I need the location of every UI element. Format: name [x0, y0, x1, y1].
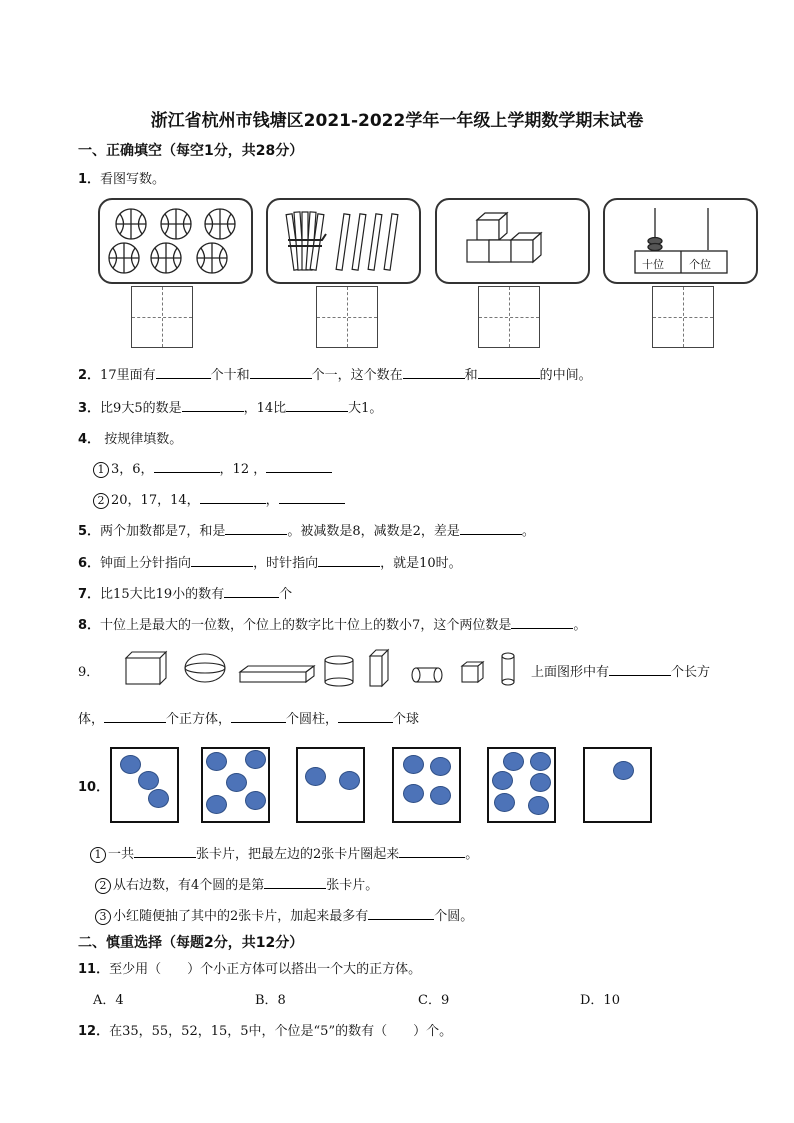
answer-blank[interactable]: [182, 399, 244, 412]
picture-cubes: [435, 198, 590, 284]
question-number: 7．: [78, 587, 101, 602]
answer-blank[interactable]: [511, 616, 573, 629]
answer-blank[interactable]: [156, 366, 211, 379]
question-7: [78, 583, 292, 602]
answer-blank[interactable]: [266, 460, 332, 473]
question-8: [78, 614, 586, 633]
question-text: 个圆柱，: [286, 712, 339, 727]
solid-shapes-icon: [118, 646, 528, 690]
question-1: [78, 168, 165, 187]
question-text: 从右边数，有4个圆的是第: [113, 878, 265, 893]
dot: [403, 755, 424, 774]
question-text: 。被减数是8，减数是2，差是: [287, 524, 460, 539]
question-number: 3．: [78, 401, 101, 416]
option-c[interactable]: C．9: [418, 993, 450, 1008]
answer-blank[interactable]: [225, 522, 287, 535]
dot: [528, 796, 549, 815]
option-d[interactable]: D．10: [580, 993, 620, 1008]
sequence-text: ，: [265, 493, 279, 508]
question-text: 至少用（ ）个小正方体可以搭出一个大的正方体。: [109, 962, 422, 977]
dot: [120, 755, 141, 774]
abacus-icon: [605, 200, 756, 282]
circled-number: 1: [93, 462, 109, 478]
question-text: 十位上是最大的一位数，个位上的数字比十位上的数小7，这个两位数是: [100, 618, 512, 633]
answer-blank[interactable]: [338, 710, 393, 723]
question-number: 6．: [78, 556, 101, 571]
answer-blank[interactable]: [191, 554, 253, 567]
picture-abacus: [603, 198, 758, 284]
answer-blank[interactable]: [460, 522, 522, 535]
sequence-text: 20，17，14，: [111, 493, 200, 508]
answer-blank[interactable]: [368, 907, 434, 920]
answer-blank[interactable]: [224, 585, 279, 598]
basketball-group-icon: [100, 200, 251, 282]
question-6: [78, 552, 462, 571]
answer-grid[interactable]: [652, 286, 714, 348]
question-text: 和: [464, 368, 478, 383]
answer-blank[interactable]: [399, 845, 465, 858]
answer-blank[interactable]: [231, 710, 286, 723]
question-text: 比15大比19小的数有: [100, 587, 225, 602]
question-11: [78, 958, 421, 977]
dot: [403, 784, 424, 803]
answer-blank[interactable]: [134, 845, 196, 858]
question-text: 比9大5的数是: [100, 401, 182, 416]
dot-card: [392, 747, 461, 823]
question-4-sequence-1: [93, 458, 332, 478]
question-text: 个十和: [210, 368, 250, 383]
question-number: 5．: [78, 524, 101, 539]
dot: [613, 761, 634, 780]
question-9-line-2: [78, 708, 419, 727]
question-text: 。: [573, 618, 587, 633]
abacus-tens-label: 十位: [642, 258, 664, 271]
dot: [503, 752, 524, 771]
page-title: 浙江省杭州市钱塘区2021-2022学年一年级上学期数学期末试卷: [150, 111, 644, 131]
question-text: 钟面上分针指向: [100, 556, 192, 571]
question-12: [78, 1020, 452, 1039]
answer-blank[interactable]: [200, 491, 266, 504]
answer-blank[interactable]: [104, 710, 166, 723]
question-number: 1．: [78, 172, 101, 187]
question-text: 看图写数。: [100, 172, 166, 187]
section-2-heading: 二、慎重选择（每题2分，共12分）: [78, 935, 304, 951]
question-text: 个一，这个数在: [311, 368, 403, 383]
question-text: 小红随便抽了其中的2张卡片，加起来最多有: [113, 909, 369, 924]
question-10-number: 10．: [78, 780, 110, 795]
question-text: 个: [279, 587, 293, 602]
dot: [492, 771, 513, 790]
question-9-number: 9．: [78, 665, 100, 680]
stick-bundle-icon: [268, 200, 419, 282]
question-number: 8．: [78, 618, 101, 633]
question-text: 张卡片。: [326, 878, 379, 893]
answer-grid[interactable]: [478, 286, 540, 348]
question-text: 。: [465, 847, 479, 862]
question-5: [78, 520, 535, 539]
question-4-sequence-2: [93, 489, 345, 509]
question-text: 个长方: [671, 665, 711, 680]
answer-blank[interactable]: [286, 399, 348, 412]
question-text: ，时针指向: [253, 556, 319, 571]
dot: [494, 793, 515, 812]
question-text: 上面图形中有: [531, 665, 610, 680]
dot: [226, 773, 247, 792]
dot-card: [110, 747, 179, 823]
question-text: 按规律填数。: [104, 432, 183, 447]
option-b[interactable]: B．8: [255, 993, 286, 1008]
section-1-heading: 一、正确填空（每空1分，共28分）: [78, 143, 304, 159]
question-text: 的中间。: [539, 368, 592, 383]
dot: [430, 757, 451, 776]
sequence-text: 3，6，: [111, 462, 154, 477]
dot: [305, 767, 326, 786]
question-10-part-1: [90, 843, 478, 863]
answer-blank[interactable]: [609, 663, 671, 676]
question-text: 个正方体，: [166, 712, 232, 727]
dot: [530, 773, 551, 792]
abacus-ones-label: 个位: [689, 258, 711, 271]
answer-blank[interactable]: [318, 554, 380, 567]
circled-number: 3: [95, 909, 111, 925]
question-text: 大1。: [348, 401, 383, 416]
question-text: 张卡片，把最左边的2张卡片圈起来: [196, 847, 400, 862]
question-4: [78, 428, 182, 447]
dot-card: [296, 747, 365, 823]
question-text: 体，: [78, 712, 105, 727]
answer-blank[interactable]: [478, 366, 540, 379]
dot-card: [487, 747, 556, 823]
answer-grid[interactable]: [316, 286, 378, 348]
question-number: 12．: [78, 1024, 110, 1039]
dot: [206, 752, 227, 771]
dot: [148, 789, 169, 808]
question-text: 个圆。: [434, 909, 474, 924]
circled-number: 2: [95, 878, 111, 894]
picture-sticks: [266, 198, 421, 284]
question-text: ，就是10时。: [380, 556, 462, 571]
question-3: [78, 397, 382, 416]
question-10-part-2: [95, 874, 378, 894]
dot: [138, 771, 159, 790]
question-9-line-1: [531, 661, 710, 680]
picture-basketballs: [98, 198, 253, 284]
question-number: 11．: [78, 962, 110, 977]
answer-blank[interactable]: [264, 876, 326, 889]
dot: [530, 752, 551, 771]
question-text: 一共: [108, 847, 135, 862]
answer-blank[interactable]: [279, 491, 345, 504]
question-number: 2．: [78, 368, 101, 383]
question-text: 在35，55，52，15，5中，个位是“5”的数有（ ）个。: [109, 1024, 453, 1039]
question-text: ，14比: [243, 401, 287, 416]
answer-blank[interactable]: [250, 366, 312, 379]
dot: [430, 786, 451, 805]
answer-blank[interactable]: [154, 460, 220, 473]
dot-card: [583, 747, 652, 823]
question-2: [78, 364, 592, 383]
sequence-text: ，12 ，: [219, 462, 267, 477]
dot: [245, 750, 266, 769]
question-text: 两个加数都是7，和是: [100, 524, 226, 539]
dot-card: [201, 747, 270, 823]
question-10-part-3: [95, 905, 473, 925]
dot: [245, 791, 266, 810]
cube-stack-icon: [437, 200, 588, 282]
answer-grid[interactable]: [131, 286, 193, 348]
question-text: 17里面有: [100, 368, 156, 383]
dot: [206, 795, 227, 814]
option-a[interactable]: A．4: [93, 993, 124, 1008]
circled-number: 2: [93, 493, 109, 509]
circled-number: 1: [90, 847, 106, 863]
question-number: 4．: [78, 432, 101, 447]
question-text: 。: [521, 524, 535, 539]
question-text: 个球: [393, 712, 420, 727]
answer-blank[interactable]: [403, 366, 465, 379]
dot: [339, 771, 360, 790]
